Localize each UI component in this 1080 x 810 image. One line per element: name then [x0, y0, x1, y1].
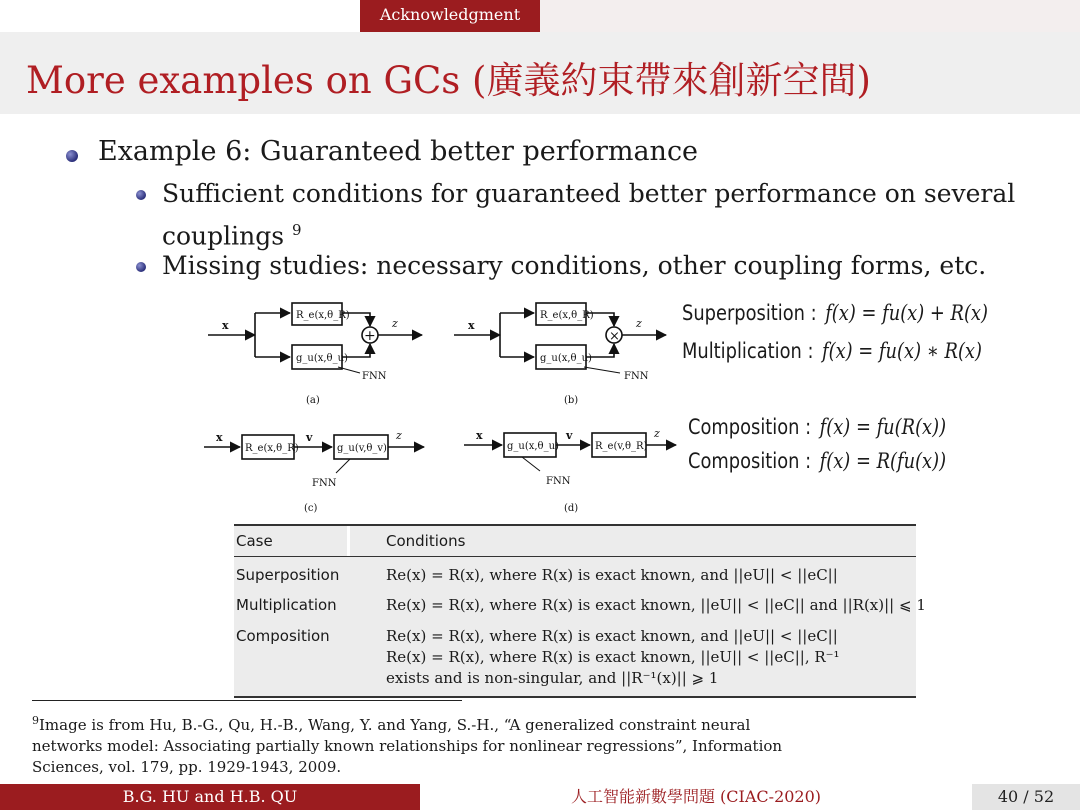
diagram-b-fnn: FNN [624, 371, 649, 382]
diagram-a-top-block: R_e(x,θ_R) [296, 310, 350, 321]
diagram-c-output: z [396, 429, 402, 442]
header-bar [0, 0, 1080, 32]
diagram-a-operator: + [364, 328, 376, 344]
formula-multiplication [682, 339, 982, 363]
diagram-d-caption: (d) [564, 503, 579, 514]
formula-composition-2-expr: f(x) = R(fu(x)) [819, 449, 947, 473]
formula-composition-2-name: Composition : [688, 449, 812, 473]
formula-superposition [682, 301, 988, 325]
diagram-b [454, 303, 666, 406]
header-right-blank [540, 0, 1080, 32]
header-left-blank [0, 0, 360, 32]
conditions-table [234, 524, 926, 698]
bullet-sub-2: Missing studies: necessary conditions, other coupling forms, etc. [162, 251, 987, 280]
table-row-case: Composition [236, 627, 330, 645]
diagram-b-operator: × [609, 329, 620, 344]
diagram-d-mid: v [566, 429, 573, 442]
footnote-line2: networks model: Associating partially known relationships for nonlinear regressions”, Information [32, 737, 783, 755]
formula-multiplication-name: Multiplication : [682, 339, 814, 363]
formula-superposition-expr: f(x) = fu(x) + R(x) [825, 301, 988, 325]
diagram-b-output: z [636, 317, 642, 330]
diagram-a-bottom-block: g_u(x,θ_u) [296, 353, 348, 364]
diagram-c-mid: v [306, 431, 313, 444]
diagram-c-fnn: FNN [312, 478, 337, 489]
footer-conference: 人工智能新數學問題 (CIAC-2020) [420, 784, 972, 810]
diagram-b-input: x [468, 319, 475, 332]
formula-composition-1-expr: f(x) = fu(R(x)) [819, 415, 947, 439]
coupling-diagrams [200, 295, 680, 525]
diagram-c [204, 429, 424, 514]
diagram-c-first-block: R_e(x,θ_R) [245, 443, 299, 454]
footnote-line3: Sciences, vol. 179, pp. 1929-1943, 2009. [32, 758, 342, 776]
diagram-d-first-block: g_u(x,θ_u) [507, 441, 559, 452]
table-row-condition: Re(x) = R(x), where R(x) is exact known, ||eU|| < ||eC||, R⁻¹ [386, 648, 840, 666]
slide-title: More examples on GCs (廣義約束帶來創新空間) [26, 59, 871, 102]
title-bar [0, 32, 1080, 114]
diagram-d-output: z [654, 427, 660, 440]
diagram-d [464, 427, 676, 514]
diagram-a [208, 303, 422, 406]
diagram-a-input: x [222, 319, 229, 332]
table-row-condition: Re(x) = R(x), where R(x) is exact known, ||eU|| < ||eC|| and ||R(x)|| ⩽ 1 [386, 596, 926, 614]
footer-bar [0, 784, 1080, 810]
bullet-sub-1-line1: Sufficient conditions for guaranteed better performance on several [162, 179, 1016, 208]
footer-authors: B.G. HU and H.B. QU [0, 784, 420, 810]
bullet-dot-icon [136, 190, 146, 200]
bullet-sub-1-line2: couplings [162, 221, 285, 251]
diagram-d-second-block: R_e(v,θ_R) [595, 441, 648, 452]
table-row-case: Superposition [236, 566, 340, 584]
table-header [234, 526, 916, 557]
footnote [32, 710, 1062, 778]
footnote-ref[interactable]: 9 [292, 221, 302, 239]
table-header-conditions: Conditions [386, 532, 466, 550]
diagram-c-second-block: g_u(v,θ_v) [337, 443, 387, 454]
table-row-condition: Re(x) = R(x), where R(x) is exact known, and ||eU|| < ||eC|| [386, 627, 838, 645]
diagram-b-top-block: R_e(x,θ_R) [540, 310, 594, 321]
diagram-a-fnn: FNN [362, 371, 387, 382]
bullet-sub-1 [162, 176, 1042, 254]
bullet-dot-icon [136, 262, 146, 272]
formula-composition-1-name: Composition : [688, 415, 812, 439]
footnote-divider [32, 700, 462, 701]
table-header-case: Case [236, 532, 273, 550]
coupling-figure [200, 295, 988, 525]
formula-multiplication-expr: f(x) = fu(x) ∗ R(x) [822, 339, 982, 363]
table-row-case: Multiplication [236, 596, 337, 614]
table-row-condition: Re(x) = R(x), where R(x) is exact known, and ||eU|| < ||eC|| [386, 566, 838, 584]
formula-composition-1 [688, 415, 946, 439]
bullet-main: Example 6: Guaranteed better performance [98, 136, 699, 167]
bullet-dot-icon [66, 150, 78, 162]
diagram-a-caption: (a) [306, 395, 320, 406]
table-header-separator [347, 526, 350, 556]
diagram-d-fnn: FNN [546, 476, 571, 487]
section-label[interactable]: Acknowledgment [360, 0, 540, 32]
footnote-number: 9 [32, 714, 39, 727]
formula-composition-2 [688, 449, 946, 473]
diagram-d-input: x [476, 429, 483, 442]
diagram-b-bottom-block: g_u(x,θ_u) [540, 353, 592, 364]
diagram-c-input: x [216, 431, 223, 444]
diagram-b-caption: (b) [564, 395, 579, 406]
table-row-condition: exists and is non-singular, and ||R⁻¹(x)|| ⩾ 1 [386, 669, 719, 687]
footer-page-number: 40 / 52 [972, 784, 1080, 810]
footnote-line1: Image is from Hu, B.-G., Qu, H.-B., Wang, Y. and Yang, S.-H., “A generalized constraint neural [39, 716, 751, 734]
formula-superposition-name: Superposition : [682, 301, 817, 325]
diagram-a-output: z [392, 317, 398, 330]
diagram-c-caption: (c) [304, 503, 318, 514]
